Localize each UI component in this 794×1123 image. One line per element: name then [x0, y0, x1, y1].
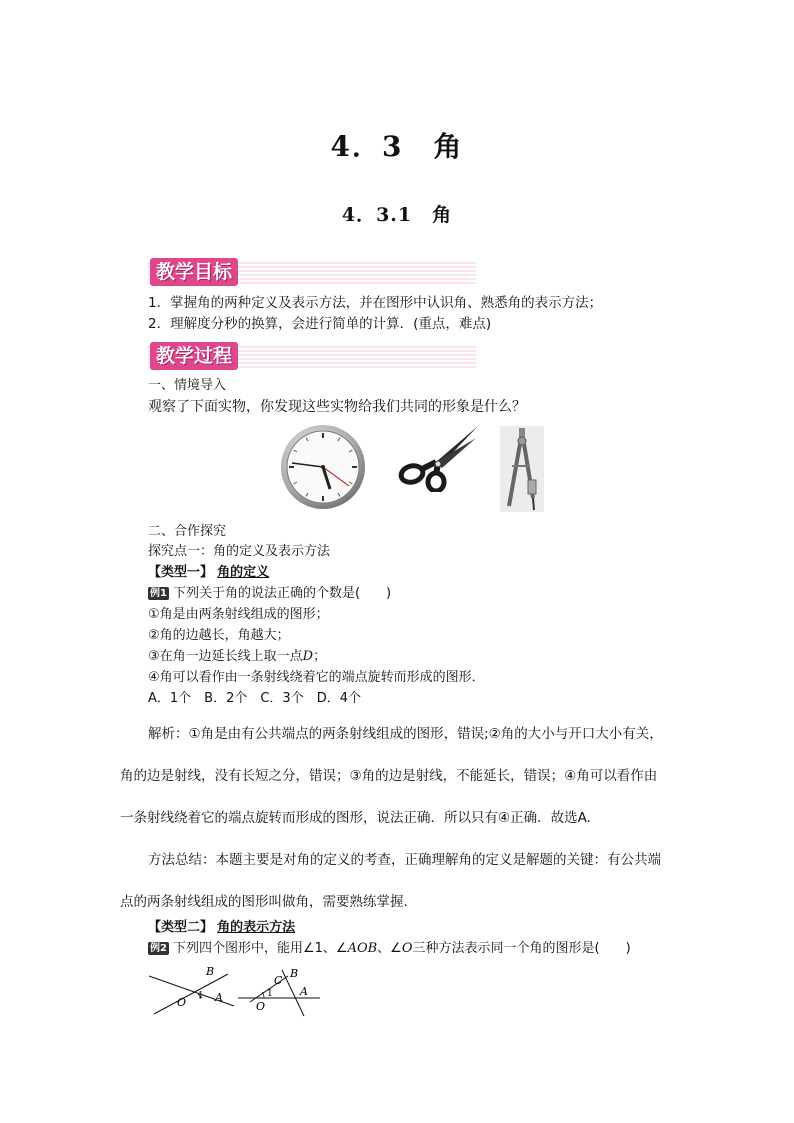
process-banner — [148, 342, 476, 370]
ex2-question-line — [148, 940, 631, 958]
fig-a-label-b: B — [206, 965, 215, 978]
page-subtitle: 4．3.1 角 — [341, 204, 453, 226]
fig-b-label-o: O — [256, 1000, 266, 1013]
example-badge: 例1 — [150, 588, 167, 599]
ex1-option-3-end: ； — [313, 649, 327, 664]
ex1-question: 下列关于角的说法正确的个数是( ) — [172, 586, 392, 601]
goals-banner-label: 教学目标 — [150, 258, 238, 286]
goals-banner — [148, 258, 476, 286]
fig-b-label-a: A — [300, 985, 308, 998]
type2-title: 角的表示方法 — [217, 920, 296, 935]
point-d: D — [302, 649, 314, 664]
ex1-option-3 — [148, 648, 326, 666]
ex1-choices: A．1个 B．2个 C．3个 D．4个 — [148, 691, 361, 706]
scissors-image — [396, 424, 480, 492]
fig-b-label-c: C — [274, 974, 283, 987]
intro-question: 观察了下面实物，你发现这些实物给我们共同的形象是什么？ — [148, 399, 526, 415]
compass-image — [500, 426, 544, 512]
ex2-text-2: 、∠ — [377, 941, 402, 956]
ex1-option-2: ②角的边越长，角越大； — [148, 628, 290, 643]
type1-line — [148, 564, 269, 582]
ex2-text-1: 下列四个图形中，能用∠1、∠ — [172, 941, 348, 956]
type1-title: 角的定义 — [217, 565, 270, 580]
fig-b-label-1: 1 — [267, 989, 273, 999]
goal-1: 1．掌握角的两种定义及表示方法，并在图形中认识角、熟悉角的表示方法； — [148, 295, 603, 311]
fig-a-label-a: A — [215, 991, 223, 1004]
figure-b — [236, 962, 326, 1018]
type2-line — [148, 919, 295, 937]
fig-a-label-1: 1 — [198, 991, 204, 1001]
process-banner-label: 教学过程 — [150, 342, 238, 370]
fig-a-label-o: O — [177, 996, 187, 1009]
ex2-angle-o: O — [401, 941, 413, 956]
figure-a — [146, 962, 236, 1018]
fig-b-label-b: B — [290, 967, 299, 980]
ex1-option-1: ①角是由两条射线组成的图形； — [148, 607, 329, 622]
goal-2: 2．理解度分秒的换算，会进行简单的计算．(重点，难点) — [148, 316, 492, 332]
ex1-question-line — [148, 585, 391, 603]
example-badge: 例2 — [150, 943, 167, 954]
ex1-option-3-text: ③在角一边延长线上取一点 — [148, 649, 303, 664]
clock-image — [278, 424, 368, 510]
type1-bracket: 【类型一】 — [148, 565, 214, 580]
analysis-line-2: 角的边是射线，没有长短之分，错误；③角的边是射线，不能延长，错误；④角可以看作由 — [120, 768, 658, 784]
method-line-2: 点的两条射线组成的图形叫做角，需要熟练掌握． — [120, 894, 417, 910]
ex2-text-3: 三种方法表示同一个角的图形是( ) — [412, 941, 631, 956]
explore-heading: 二、合作探究 — [148, 524, 227, 539]
intro-heading: 一、情境导入 — [148, 378, 227, 393]
type2-bracket: 【类型二】 — [148, 920, 214, 935]
ex1-option-4: ④角可以看作由一条射线绕着它的端点旋转而形成的图形． — [148, 670, 485, 685]
ex2-angle-aob: AOB — [347, 941, 378, 956]
explore-point: 探究点一：角的定义及表示方法 — [148, 544, 331, 559]
analysis-line-3: 一条射线绕着它的端点旋转而形成的图形，说法正确．所以只有④正确．故选A. — [120, 810, 591, 826]
method-line-1: 方法总结：本题主要是对角的定义的考查，正确理解角的定义是解题的关键：有公共端 — [148, 852, 661, 868]
analysis-line-1: 解析：①角是由有公共端点的两条射线组成的图形，错误;②角的大小与开口大小有关， — [148, 726, 663, 742]
page-title: 4．3 角 — [330, 130, 464, 163]
